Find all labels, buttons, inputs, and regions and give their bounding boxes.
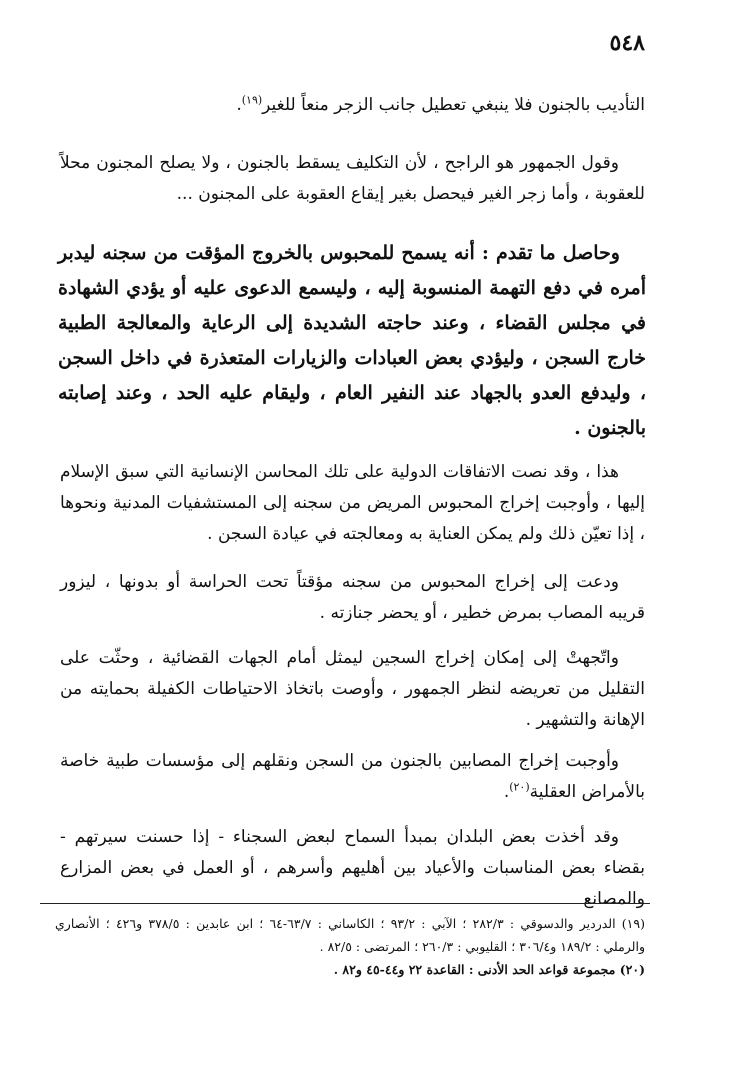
paragraph-7 <box>60 746 645 808</box>
footnotes-section <box>55 912 645 981</box>
footnote-19 <box>55 912 645 958</box>
footnote-ref-19[interactable]: (١٩) <box>241 93 263 107</box>
footnote-text: (٢٠) مجموعة قواعد الحد الأدنى : القاعدة ٢٢ و٤٤-٤٥ و٨٢ . <box>333 962 645 977</box>
paragraph-text: هذا ، وقد نصت الاتفاقات الدولية على تلك المحاسن الإنسانية التي سبق الإسلام إليها ، وأوجبت إخراج المحبوس المريض من سجنه إلى المستشفيات المدنية ونحوها ، إذا تعيّن ذلك ولم يمكن العناية به ومعالجته في عيادة السجن . <box>60 462 645 544</box>
page-number: ٥٤٨ <box>609 30 645 56</box>
paragraph-6 <box>60 643 645 736</box>
paragraph-text: وحاصل ما تقدم : أنه يسمح للمحبوس بالخروج المؤقت من سجنه ليدبر أمره في دفع التهمة المنسوبة إليه ، وليسمع الدعوى عليه أو يؤدي الشهادة في مجلس القضاء ، وعند حاجته الشديدة إلى الرعاية والمعالجة الطبية خارج السجن ، وليؤدي بعض العبادات والزيارات المتعذرة في داخل السجن ، وليدفع العدو بالجهاد عند النفير العام ، وليقام عليه الحد ، وعند إصابته بالجنون . <box>58 242 646 439</box>
footnote-ref-20[interactable]: (٢٠) <box>509 780 530 794</box>
footnote-text: (١٩) الدردير والدسوقي : ٢٨٢/٣ ؛ الآبي : ٩٣/٢ ؛ الكاساني : ٦٣/٧-٦٤ ؛ ابن عابدين : ٣٧٨/٥ و٤٢٦ ؛ الأنصاري والرملي : ١٨٩/٢ و٣٠٦/٤ ؛ القليوبي : ٢٦٠/٣ ؛ المرتضى : ٨٢/٥ . <box>55 916 645 954</box>
paragraph-text: وقد أخذت بعض البلدان بمبدأ السماح لبعض السجناء - إذا حسنت سيرتهم - بقضاء بعض المناسبات والأعياد بين أهليهم وأسرهم ، أو العمل في بعض المزارع والمصانع <box>60 827 645 909</box>
paragraph-text: وأوجبت إخراج المصابين بالجنون من السجن ونقلهم إلى مؤسسات طبية خاصة بالأمراض العقلية <box>60 751 645 802</box>
paragraph-text: التأديب بالجنون فلا ينبغي تعطيل جانب الزجر منعاً للغير <box>262 95 645 115</box>
paragraph-text: وقول الجمهور هو الراجح ، لأن التكليف يسقط بالجنون ، ولا يصلح المجنون محلاً للعقوبة ، وأما زجر الغير فيحصل بغير إيقاع العقوبة على المجنون ... <box>60 153 645 204</box>
paragraph-text: واتّجهتْ إلى إمكان إخراج السجين ليمثل أمام الجهات القضائية ، وحثّت على التقليل من تعريضه لنظر الجمهور ، وأوصت باتخاذ الاحتياطات الكفيلة بحمايته من الإهانة والتشهير . <box>60 648 645 730</box>
paragraph-4 <box>60 457 645 550</box>
paragraph-tail: . <box>236 95 242 115</box>
footnote-20 <box>55 958 645 981</box>
paragraph-tail: . <box>503 782 510 802</box>
footnote-divider <box>40 903 650 904</box>
paragraph-text: ودعت إلى إخراج المحبوس من سجنه مؤقتاً تحت الحراسة أو بدونها ، ليزور قريبه المصاب بمرض خطير ، أو يحضر جنازته . <box>60 572 645 623</box>
paragraph-2 <box>60 148 645 210</box>
paragraph-1 <box>60 90 645 121</box>
paragraph-3-summary <box>58 236 646 446</box>
paragraph-5 <box>60 567 645 629</box>
paragraph-8 <box>60 822 645 915</box>
